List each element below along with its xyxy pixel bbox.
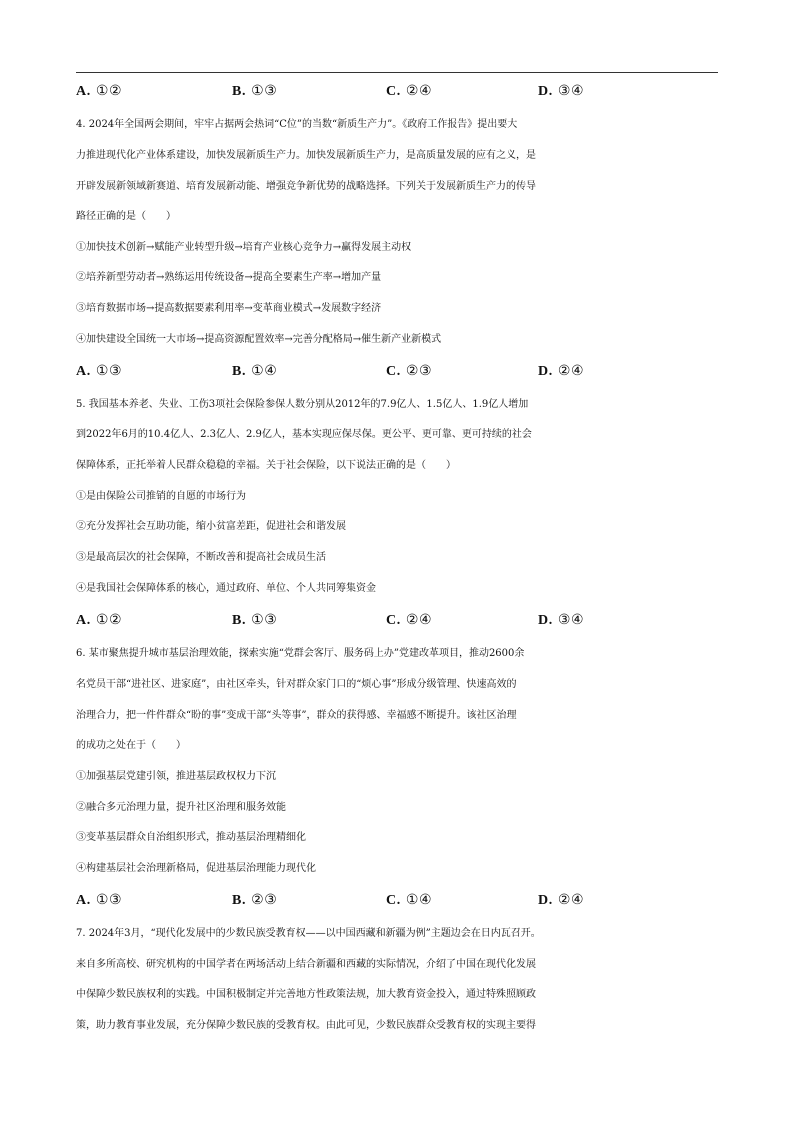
q4-options [76,361,726,381]
q4-stem-line: 4. 2024年全国两会期间，牢牢占据两会热词“C位”的当数“新质生产力”。《政府工作报告》提出要大 [76,119,518,130]
q6-options [76,890,726,910]
q5-stem-line: 保障体系，正托举着人民群众稳稳的幸福。关于社会保险，以下说法正确的是（ ） [76,460,456,471]
q5-option-d[interactable] [538,610,584,631]
q3-option-b[interactable] [232,81,277,102]
q5-item: ①是由保险公司推销的自愿的市场行为 [76,491,246,502]
header-rule [76,72,718,73]
q3-options [76,81,726,101]
q4-option-a[interactable] [76,361,122,382]
q6-stem-line: 治理合力，把一件件群众“盼的事”变成干部“头等事”，群众的获得感、幸福感不断提升。该社区治理 [76,710,517,721]
q4-item: ③培育数据市场→提高数据要素利用率→变革商业模式→发展数字经济 [76,303,382,314]
q4-item: ④加快建设全国统一大市场→提高资源配置效率→完善分配格局→催生新产业新模式 [76,334,442,345]
q6-stem-line: 的成功之处在于（ ） [76,740,186,751]
option-key: D. [538,893,553,908]
option-text: ①③ [95,892,123,908]
option-key: B. [232,364,247,379]
option-text: ①④ [405,892,433,908]
option-text: ②③ [251,892,278,908]
option-text: ②④ [405,612,433,628]
option-key: B. [232,84,247,99]
q3-option-d[interactable] [538,81,584,102]
option-text: ③④ [557,612,585,628]
option-text: ③④ [557,83,585,99]
option-text: ②④ [405,83,433,99]
q4-item: ②培养新型劳动者→熟练运用传统设备→提高全要素生产率→增加产量 [76,272,382,283]
option-key: A. [76,364,91,379]
q6-option-c[interactable] [386,890,432,911]
q3-option-c[interactable] [386,81,432,102]
q6-stem-line: 6. 某市聚焦提升城市基层治理效能，探索实施“党群会客厅、服务码上办”党建改革项目，推动2600余 [76,648,525,659]
q3-option-a[interactable] [76,81,122,102]
option-key: C. [386,613,401,628]
q4-stem-line: 力推进现代化产业体系建设，加快发展新质生产力。加快发展新质生产力，是高质量发展的应有之义，是 [76,150,536,161]
option-key: C. [386,84,401,99]
q7-stem-line: 来自多所高校、研究机构的中国学者在两场活动上结合新疆和西藏的实际情况，介绍了中国在现代化发展 [76,959,536,970]
option-text: ①③ [251,83,278,99]
q4-item: ①加快技术创新→赋能产业转型升级→培育产业核心竞争力→赢得发展主动权 [76,242,412,253]
q6-option-d[interactable] [538,890,584,911]
option-text: ①③ [95,363,123,379]
q5-option-b[interactable] [232,610,277,631]
q5-stem-line: 到2022年6月的10.4亿人、2.3亿人、2.9亿人，基本实现应保尽保。更公平、更可靠、更可持续的社会 [76,429,532,440]
q5-item: ③是最高层次的社会保障，不断改善和提高社会成员生活 [76,552,326,563]
q6-item: ①加强基层党建引领，推进基层政权权力下沉 [76,771,276,782]
option-key: D. [538,364,553,379]
option-text: ①② [95,612,123,628]
q6-item: ④构建基层社会治理新格局，促进基层治理能力现代化 [76,863,316,874]
q5-stem-line: 5. 我国基本养老、失业、工伤3项社会保险参保人数分别从2012年的7.9亿人、1.5亿人、1.9亿人增加 [76,399,529,410]
q5-options [76,610,726,630]
q4-stem-line: 路径正确的是（ ） [76,211,176,222]
q6-item: ③变革基层群众自治组织形式，推动基层治理精细化 [76,832,306,843]
option-key: A. [76,893,91,908]
q6-option-a[interactable] [76,890,122,911]
option-text: ②④ [557,363,585,379]
q6-item: ②融合多元治理力量，提升社区治理和服务效能 [76,802,286,813]
option-key: B. [232,613,247,628]
q7-stem-line: 中保障少数民族权利的实践。中国积极制定并完善地方性政策法规，加大教育资金投入，通过特殊照顾政 [76,989,536,1000]
q4-option-c[interactable] [386,361,432,382]
option-key: C. [386,893,401,908]
option-key: C. [386,364,401,379]
option-text: ①④ [251,363,278,379]
q5-option-c[interactable] [386,610,432,631]
q4-option-b[interactable] [232,361,277,382]
q7-stem-line: 策，助力教育事业发展，充分保障少数民族的受教育权。由此可见，少数民族群众受教育权的实现主要得 [76,1020,536,1031]
option-key: D. [538,84,553,99]
option-key: A. [76,613,91,628]
q7-stem-line: 7. 2024年3月，“现代化发展中的少数民族受教育权——以中国西藏和新疆为例”主题边会在日内瓦召开。 [76,928,541,939]
q5-option-a[interactable] [76,610,122,631]
option-key: A. [76,84,91,99]
q4-stem-line: 开辟发展新领域新赛道、培育发展新动能、增强竞争新优势的战略选择。下列关于发展新质生产力的传导 [76,181,536,192]
q6-stem-line: 名党员干部“进社区、进家庭”，由社区牵头，针对群众家门口的“烦心事”形成分级管理、快速高效的 [76,679,517,690]
q6-option-b[interactable] [232,890,277,911]
option-text: ①② [95,83,123,99]
option-key: B. [232,893,247,908]
q5-item: ④是我国社会保障体系的核心，通过政府、单位、个人共同筹集资金 [76,583,376,594]
option-text: ①③ [251,612,278,628]
option-text: ②③ [405,363,433,379]
q5-item: ②充分发挥社会互助功能，缩小贫富差距，促进社会和谐发展 [76,521,346,532]
option-key: D. [538,613,553,628]
q4-option-d[interactable] [538,361,584,382]
option-text: ②④ [557,892,585,908]
